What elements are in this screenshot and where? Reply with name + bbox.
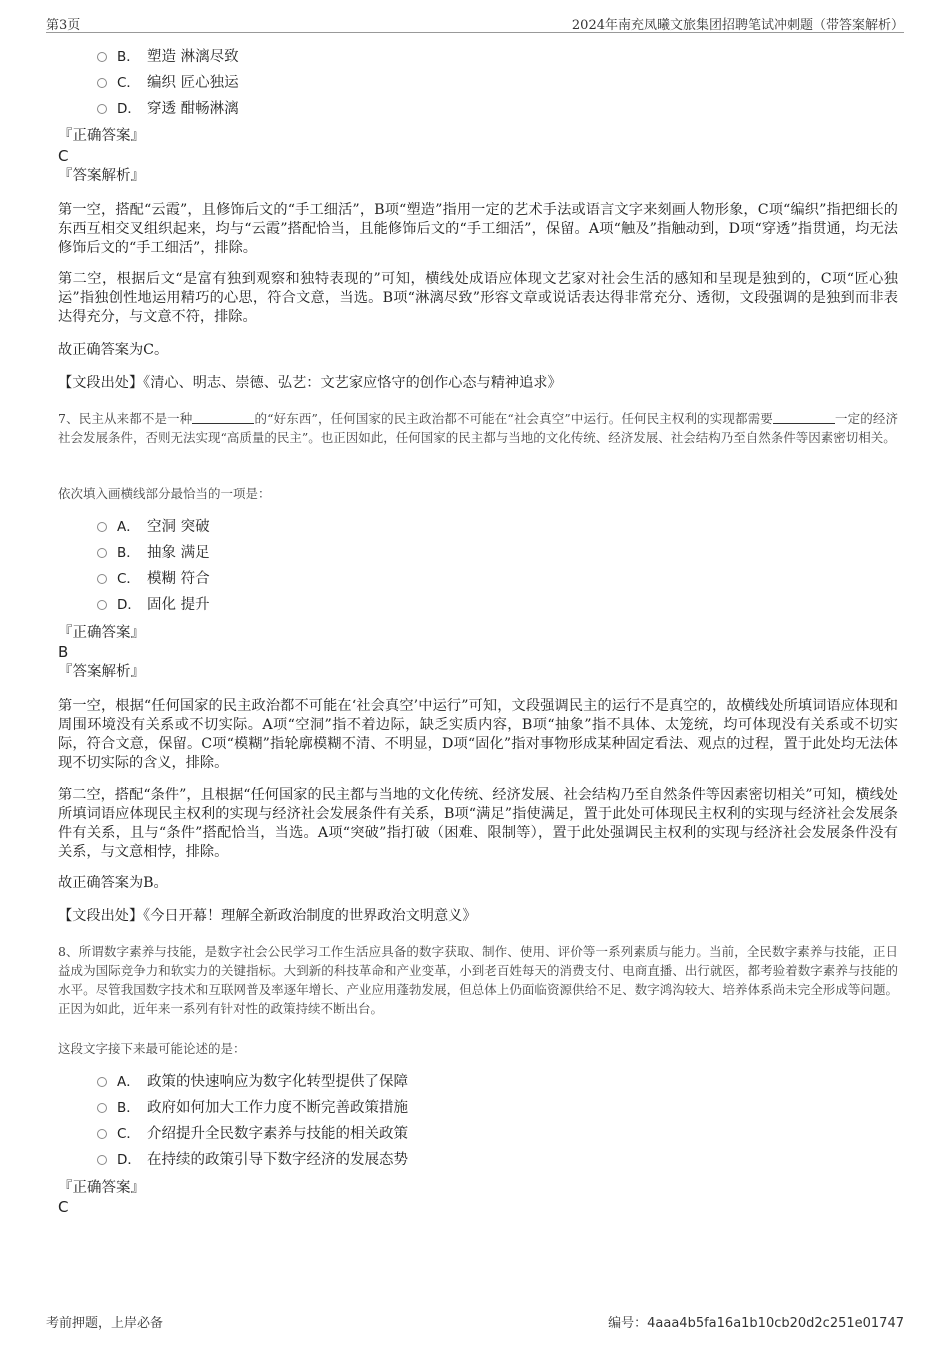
page-number: 第3页 (46, 18, 81, 33)
q6-option-b[interactable]: B． 塑造 淋漓尽致 (97, 46, 239, 68)
q7-conclusion: 故正确答案为B。 (58, 875, 168, 891)
q8-answer-label: 『正确答案』 (58, 1180, 145, 1196)
radio-icon[interactable] (97, 548, 107, 558)
q7-answer: B (58, 643, 69, 661)
q6-option-c[interactable]: C． 编织 匠心独运 (97, 72, 239, 94)
q7-source: 【文段出处】《今日开幕！理解全新政治制度的世界政治文明意义》 (58, 908, 477, 924)
q8-answer: C (58, 1198, 69, 1216)
radio-icon[interactable] (97, 1129, 107, 1139)
radio-icon[interactable] (97, 600, 107, 610)
radio-icon[interactable] (97, 1155, 107, 1165)
radio-icon[interactable] (97, 574, 107, 584)
q6-explain-p2: 第二空，根据后文“是富有独到观察和独特表现的”可知，横线处成语应体现文艺家对社会生活的感知和呈现是独到的，C项“匠心独运”指独创性地运用精巧的心思，符合文意，当选。B项“淋漓尽致”形容文章或说话表达得非常充分、透彻，文段强调的是独到而非表达得充分，与文意不符，排除。 (58, 271, 898, 325)
q6-source: 【文段出处】《清心、明志、崇德、弘艺：文艺家应恪守的创作心态与精神追求》 (58, 375, 562, 391)
radio-icon[interactable] (97, 104, 107, 114)
radio-icon[interactable] (97, 1077, 107, 1087)
q7-stem: 7、民主从来都不是一种 的“好东西”，任何国家的民主政治都不可能在“社会真空”中运行。任何民主权利的实现都需要 一定的经济社会发展条件，否则无法实现“高质量的民主”。也正因如此，任何国家的民主都与当地的文化传统、经济发展、社会结构乃至自然条件等因素密切相关。 (58, 411, 898, 445)
q7-option-b[interactable]: B． 抽象 满足 (97, 542, 210, 564)
q6-answer: C (58, 147, 69, 165)
q6-explain-p1: 第一空，搭配“云霞”，且修饰后文的“手工细活”，B项“塑造”指用一定的艺术手法或语言文字来刻画人物形象，C项“编织”指把细长的东西互相交叉组织起来，均与“云霞”搭配恰当，且能修饰后文的“手工细活”，保留。A项“触及”指触动到，D项“穿透”指贯通，均无法修饰后文的“手工细活”，排除。 (58, 202, 898, 256)
q8-option-d[interactable]: D． 在持续的政策引导下数字经济的发展态势 (97, 1149, 408, 1171)
q8-option-c[interactable]: C． 介绍提升全民数字素养与技能的相关政策 (97, 1123, 408, 1145)
q7-option-d[interactable]: D． 固化 提升 (97, 594, 210, 616)
document-title: 2024年南充凤曦文旅集团招聘笔试冲刺题（带答案解析） (571, 18, 904, 33)
radio-icon[interactable] (97, 52, 107, 62)
q6-answer-label: 『正确答案』 (58, 128, 145, 144)
q8-instruction: 这段文字接下来最可能论述的是： (58, 1041, 246, 1056)
footer-slogan: 考前押题，上岸必备 (46, 1316, 164, 1331)
blank-line (192, 411, 254, 424)
q7-instruction: 依次填入画横线部分最恰当的一项是： (58, 486, 271, 501)
document-code: 编号：4aaa4b5fa16a1b10cb20d2c251e01747 (608, 1316, 904, 1331)
q6-conclusion: 故正确答案为C。 (58, 342, 169, 358)
q7-explain-p2: 第二空，搭配“条件”，且根据“任何国家的民主都与当地的文化传统、经济发展、社会结构乃至自然条件等因素密切相关”可知，横线处所填词语应体现民主权利的实现与经济社会发展条件有关系，B项“满足”指使满足，置于此处可体现民主权利的实现与经济社会发展条件有关系，且与“条件”搭配恰当，当选。A项“突破”指打破（困难、限制等），置于此处强调民主权利的实现与经济社会发展条件没有关系，与文意相悖，排除。 (58, 787, 898, 860)
radio-icon[interactable] (97, 1103, 107, 1113)
radio-icon[interactable] (97, 522, 107, 532)
q6-explain-label: 『答案解析』 (58, 168, 145, 184)
q7-option-c[interactable]: C． 模糊 符合 (97, 568, 210, 590)
q7-answer-label: 『正确答案』 (58, 625, 145, 641)
q8-option-a[interactable]: A． 政策的快速响应为数字化转型提供了保障 (97, 1071, 408, 1093)
q8-option-b[interactable]: B． 政府如何加大工作力度不断完善政策措施 (97, 1097, 408, 1119)
blank-line (773, 411, 835, 424)
q6-option-d[interactable]: D． 穿透 酣畅淋漓 (97, 98, 239, 120)
q8-stem: 8、所谓数字素养与技能，是数字社会公民学习工作生活应具备的数字获取、制作、使用、评价等一系列素质与能力。当前，全民数字素养与技能，正日益成为国际竞争力和软实力的关键指标。大到新的科技革命和产业变革，小到老百姓每天的消费支付、电商直播、出行就医，都考验着数字素养与技能的水平。尽管我国数字技术和互联网普及率逐年增长、产业应用蓬勃发展，但总体上仍面临资源供给不足、数字鸿沟较大、培养体系尚未完全形成等问题。正因为如此，近年来一系列有针对性的政策持续不断出台。 (58, 944, 898, 1016)
q7-explain-label: 『答案解析』 (58, 664, 145, 680)
q7-option-a[interactable]: A． 空洞 突破 (97, 516, 210, 538)
radio-icon[interactable] (97, 78, 107, 88)
page-header (46, 12, 904, 33)
q7-explain-p1: 第一空，根据“任何国家的民主政治都不可能在‘社会真空’中运行”可知，文段强调民主的运行不是真空的，故横线处所填词语应体现和周围环境没有关系或不切实际。A项“空洞”指不着边际，缺乏实质内容，B项“抽象”指不具体、太笼统，均可体现没有关系或不切实际，符合文意，保留。C项“模糊”指轮廓模糊不清、不明显，D项“固化”指对事物形成某种固定看法、观点的过程，置于此处均无法体现不切实际的含义，排除。 (58, 698, 898, 771)
